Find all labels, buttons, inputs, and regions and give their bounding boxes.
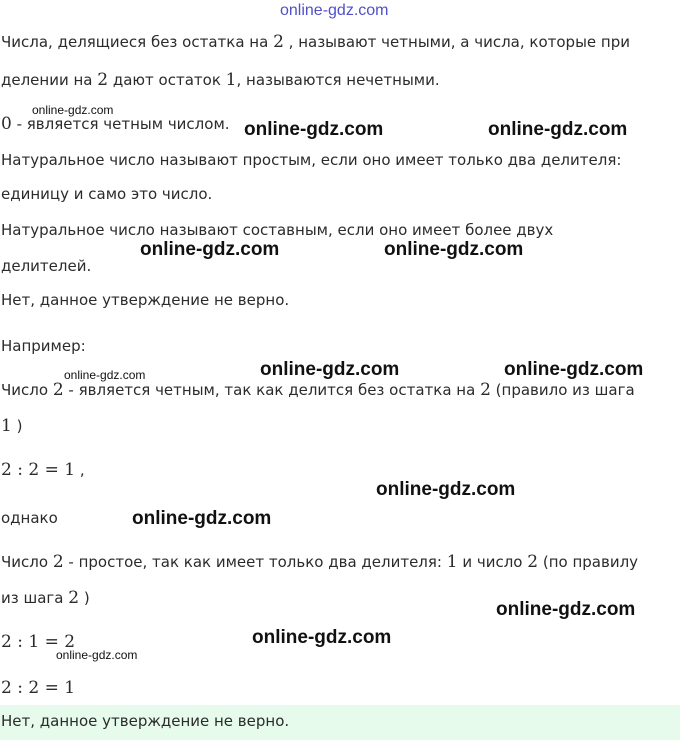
- watermark: online-gdz.com: [252, 627, 392, 648]
- text: (по правилу: [538, 553, 639, 571]
- example-line-2: [1, 416, 22, 436]
- composite-definition-2: делителей.: [1, 257, 92, 275]
- text: и число: [457, 553, 528, 571]
- math-number: 2: [52, 552, 64, 572]
- example-heading: Например:: [1, 337, 86, 355]
- text: (правило из шага: [490, 381, 635, 399]
- definition-line-2: [1, 70, 440, 90]
- watermark: online-gdz.com: [64, 368, 146, 382]
- text: , называют четными, а числа, которые при: [283, 33, 630, 51]
- example-line-3: [1, 552, 638, 572]
- example-line-4: [1, 588, 90, 608]
- text: ): [11, 417, 23, 435]
- text: ): [79, 589, 90, 607]
- text: Число: [1, 553, 53, 571]
- watermark-top[interactable]: online-gdz.com: [280, 2, 389, 19]
- text: - простое, так как имеет только два делителя:: [63, 553, 447, 571]
- math-expression: 2 : 2 = 1: [1, 678, 76, 698]
- math-number: 2: [527, 552, 539, 572]
- answer-box: [0, 705, 680, 740]
- math-expression: 2 : 1 = 2: [1, 632, 76, 652]
- zero-even-line: [1, 114, 230, 134]
- equation-3: [1, 678, 75, 698]
- watermark: online-gdz.com: [140, 239, 280, 260]
- math-number: 1: [446, 552, 458, 572]
- watermark: online-gdz.com: [32, 103, 114, 117]
- text: ,: [75, 461, 85, 479]
- watermark: online-gdz.com: [504, 359, 644, 380]
- math-number: 2: [480, 380, 491, 400]
- text: - является четным, так как делится без остатка на: [63, 381, 481, 399]
- statement-verdict: Нет, данное утверждение не верно.: [1, 291, 290, 309]
- text: Числа, делящиеся без остатка на: [1, 33, 274, 51]
- math-expression: 2 : 2 = 1: [1, 460, 76, 480]
- text: Число: [1, 381, 53, 399]
- math-number: 2: [68, 588, 80, 608]
- math-number: 1: [1, 416, 12, 436]
- text: - является четным числом.: [11, 115, 230, 133]
- watermark: online-gdz.com: [488, 119, 628, 140]
- equation-1: [1, 460, 85, 480]
- watermark: online-gdz.com: [376, 479, 516, 500]
- text: дают остаток: [108, 71, 226, 89]
- watermark: online-gdz.com: [244, 119, 384, 140]
- watermark: online-gdz.com: [260, 359, 400, 380]
- watermark: online-gdz.com: [132, 508, 272, 529]
- definition-line-1: [1, 32, 630, 52]
- watermark: online-gdz.com: [56, 648, 138, 662]
- however-line: однако: [1, 509, 58, 527]
- text: делении на: [1, 71, 98, 89]
- math-number: 2: [97, 70, 109, 90]
- math-number: 0: [1, 114, 12, 134]
- composite-definition-1: Натуральное число называют составным, если оно имеет более двух: [1, 221, 554, 239]
- text: из шага: [1, 589, 69, 607]
- prime-definition-2: единицу и само это число.: [1, 185, 213, 203]
- math-number: 2: [52, 380, 64, 400]
- prime-definition-1: Натуральное число называют простым, если оно имеет только два делителя:: [1, 151, 622, 169]
- math-number: 1: [225, 70, 237, 90]
- answer-text: Нет, данное утверждение не верно.: [1, 712, 290, 730]
- example-line-1: [1, 380, 635, 400]
- watermark: online-gdz.com: [384, 239, 524, 260]
- math-number: 2: [273, 32, 284, 52]
- watermark: online-gdz.com: [496, 599, 636, 620]
- text: , называются нечетными.: [236, 71, 440, 89]
